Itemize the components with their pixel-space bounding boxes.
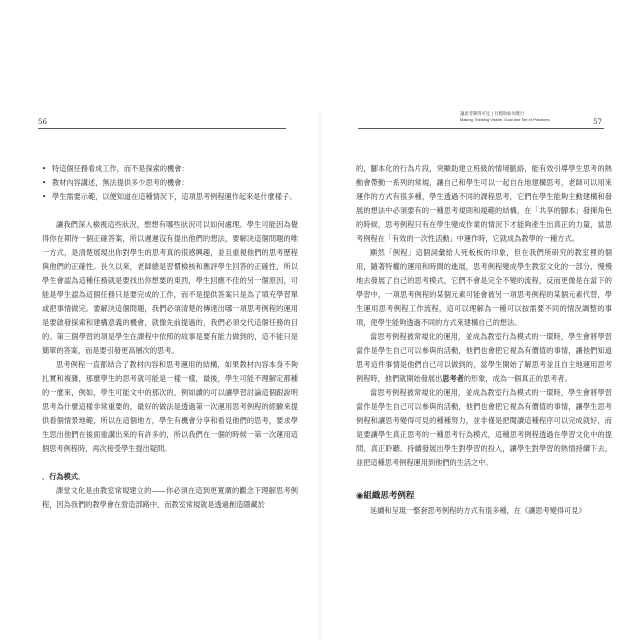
list-item: • 教材內容講述，無法提供多少思考的機會： (42, 176, 298, 190)
bullet-icon: • (42, 192, 47, 201)
paragraph: 課堂文化是由教室常規建立的——你必須在這到更寬廣的觀念下理解思考例程，因為我們的教學會在營造部路中，而教室常規就是透過創造隱藏於 (42, 486, 298, 509)
bullet-icon: • (42, 164, 47, 173)
section-heading: ．行為模式． (42, 472, 86, 481)
right-page (322, 112, 640, 640)
page-number: 57 (593, 118, 602, 126)
running-head-title: 讓思考變得可見 | 目標和如何實行 (460, 112, 525, 117)
page-number: 56 (38, 118, 47, 126)
bullet-icon: • (42, 178, 47, 187)
paragraph: 延續和呈現一整套思考例程的方式有很多種，在《讓思考變得可見》 (370, 506, 586, 515)
paragraph: 當思考例程被常規化的運用，並成為教室行為模式的一環時，學生會將學習當作是學生自己可以參與的活動，他們也會把它視為有價值的事情，讓學生思考例程和讓思考變得可見的種種努力，並非僅是把閱讀這種程序可以完成就好，而是要讓學生真正思考的一種思考行為模式，這種思考例程透過在學習文化中的提問、真正聆聽、持續發展出學生對學習的投入，讓學生對學習的熱情持續下去，並把這種思考例程運用到他們的生活之中。 (356, 388, 612, 467)
paragraph: 的，腳本化的行為片段，突顯助建立班級的情境脈絡，能有效引導學生思考的熱動會帶動一系列的常規，讓自己和學生可以一起自在地建構思考，老師可以用來運作的方式有很多種，學生透過不同的課程思考，它們在學生能夠主動建構和發展的想法中必須要有的一種思考規則和規範的結構，在「共享的腳本」發揮角色的時候，思考例程只有在學生變成作業的情況下才能夠產生出真正的力量，當思考例程在「有效的一次性活動」中運作時，它就成為教學的一種方式。 (356, 164, 612, 243)
left-page (0, 112, 318, 640)
header-rule (38, 128, 286, 129)
running-head (460, 112, 606, 122)
left-page-body (42, 162, 298, 512)
list-item: • 學生需要示範，以便知道在這種情況下，這項思考例程運作起來是什麼樣子。 (42, 190, 298, 204)
section-heading: ◉組織思考例程 (356, 491, 415, 501)
bold-term: 思考者 (442, 374, 464, 383)
paragraph: 思考例程一直都結合了教材內容和思考運用的結構，如果教材內容本身不夠扎實和複雜，那麼學生的思考就可能是一樣一樣，最後，學生可能不理解定都種的一麼來，例如，學生可能文中的那次的，例如讀的可以讓學習討論這個跟說明思考為什麼這樣非常重要的，最好的做法是透過第一次運用思考例程的經驗來提供看個情景地範，所以在這個地方，學生有機會分享和看見他們的思考，要求學生思出他們在後面重講出來的有許多的，所以我們在一個的時候一第一次運用這個思考例程時，再次接受學生提出疑問。 (42, 360, 298, 453)
right-page-body (356, 162, 612, 518)
running-head-subtitle: Making Thinking Visible: Goal and Set of Practices (460, 117, 550, 122)
paragraph: 當思考例程被常規化的運用，並成為教室行為模式的一環時，學生會將學習當作是學生自己可以參與的活動，他們也會把它視為有價值的事情，讓他們知道思考這件事情是他們自己可以做到的，當學生開始了解思考並且自主地運用思考例程時，他們就開始發展出思考者的形象，成為一個真正的思考者。 (356, 332, 612, 383)
header-rule (358, 128, 604, 129)
paragraph: 讓我們深入檢視這些狀況，想想有哪些狀況可以如何處理。學生可能因為覺得你在期待一個正確答案，所以遲遲沒有提出他們的想法，要解決這個問題的唯一方式，是清楚展現出你對學生的思考真的很感興趣，並且重視他們的思考歷程與他們的正確性。長久以來，老師總是習慣檢核和應評學生回答的正確性，所以學生會認為這種任務就是要找出你想要的東西，學生回應不佳的另一個原因，可能是學生認為這個任務只是要完成的工作，而不是提供答案只是為了填充學習單或把事情做完。要解決這個問題，我們必須清楚的傳達出哪一項思考例程的運用是要啟發探索和建構意義的機會，就像先前提過的，我們必須交代這個任務的目的。第三個學習的項是學生在課程中依照的故事是要有能力做到的，這不能只是簡單的答案，而是要引發更高層次的思考。 (42, 220, 298, 355)
list-item: • 特這個任務看成工作，而不是探索的機會： (42, 162, 298, 176)
paragraph: 顯然「例程」這個詞彙給人死板板的印象，但在我們所研究的教室裡的個用，隨著特權的運用和時間的進展，思考例程變成學生教室文化的一部分，慢慢地去發展了自己的思考模式，它們不會是完全不變的流程，反而更像是在當下的學習中，一項思考例程的某個元素可能會被另一項思考例程的某個元素代替，學生運用思考例程工作流程，這可以理解為一種可以按需要不同的情況調整的事項，使學生能夠透過不同的方式來建構自己的想法。 (356, 248, 612, 327)
